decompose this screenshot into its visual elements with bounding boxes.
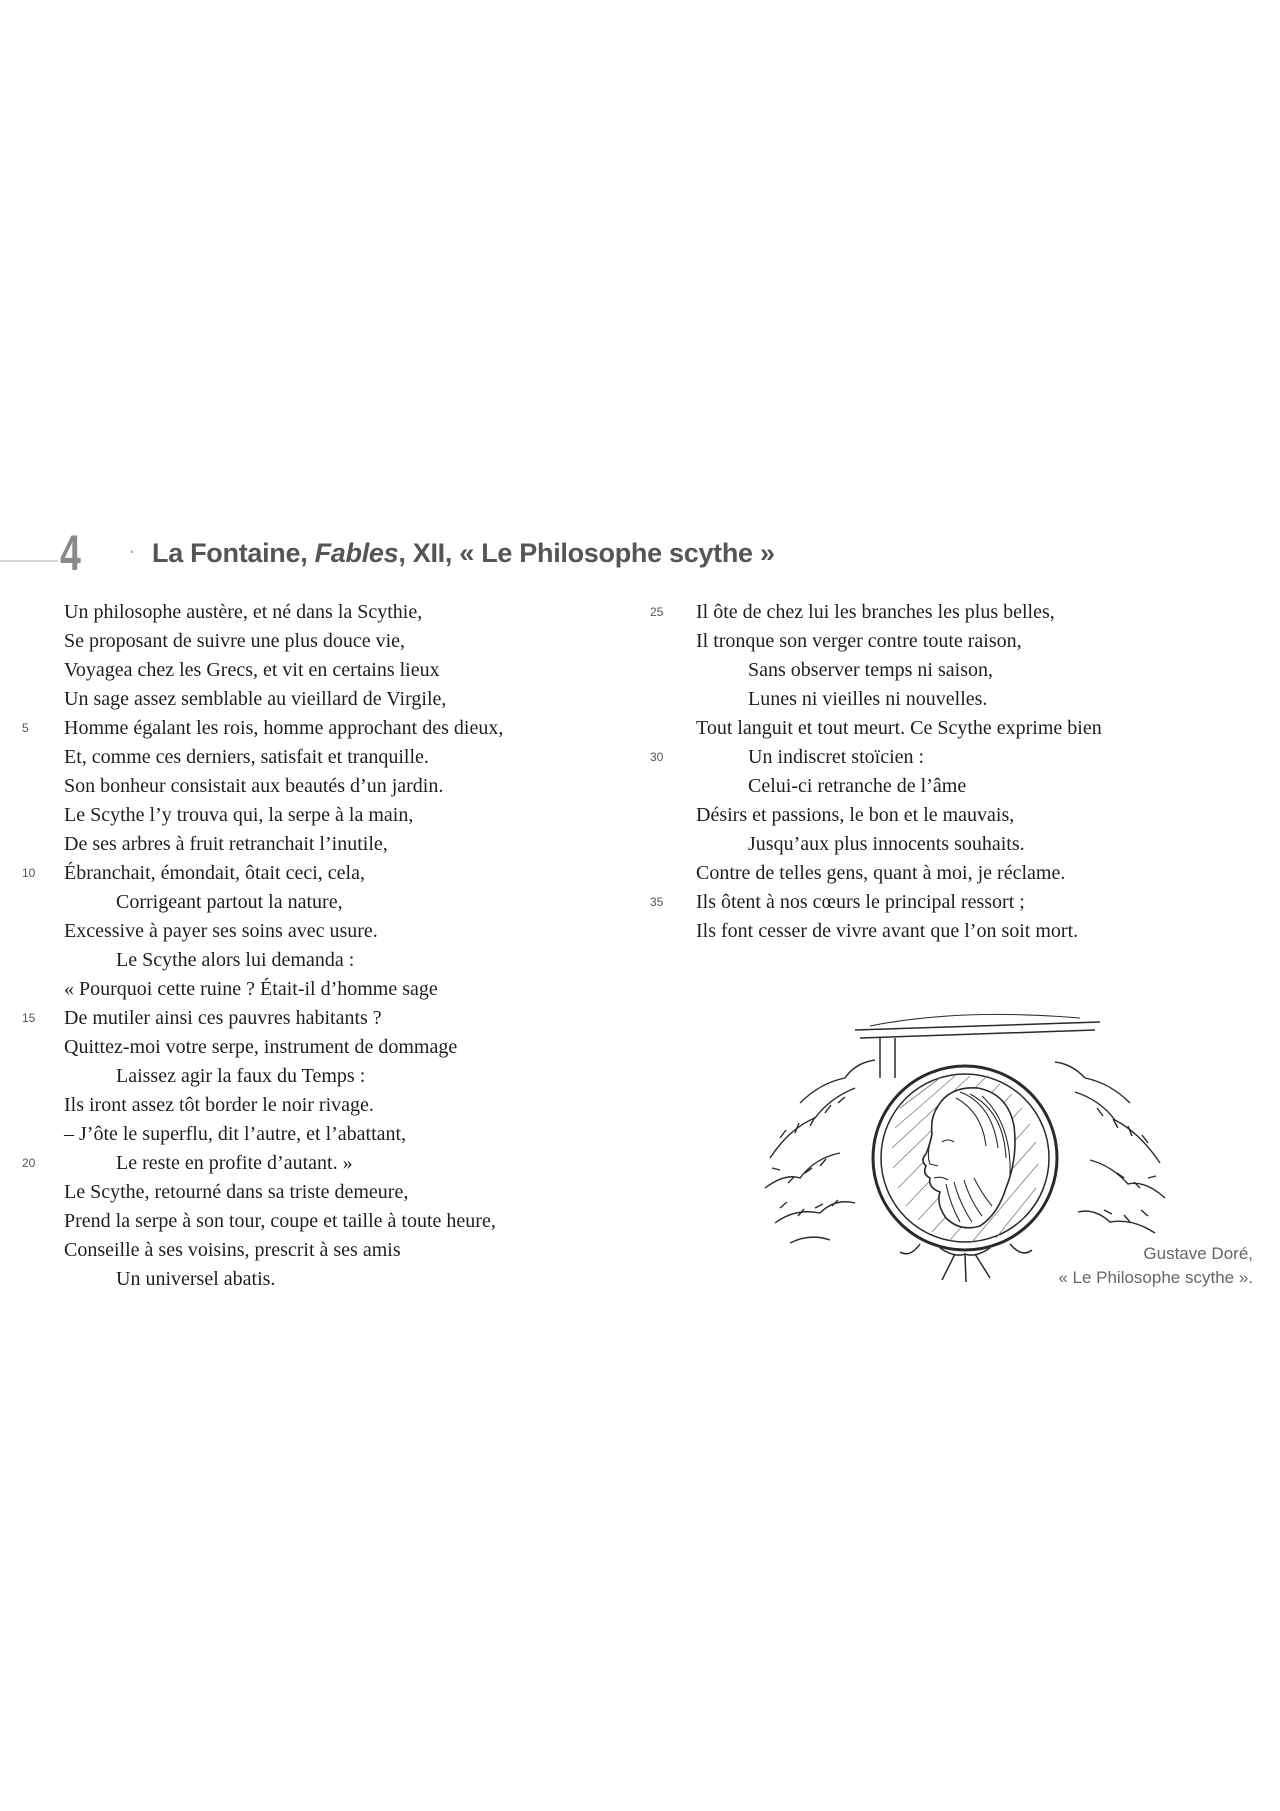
verse-text: Tout languit et tout meurt. Ce Scythe exprime bien — [696, 717, 1102, 739]
verse-text: Désirs et passions, le bon et le mauvais, — [696, 804, 1015, 826]
verse-text: Homme égalant les rois, homme approchant des dieux, — [64, 717, 504, 739]
poem-line — [696, 656, 1216, 685]
verse-text: Il ôte de chez lui les branches les plus belles, — [696, 601, 1055, 623]
verse-text: Laissez agir la faux du Temps : — [116, 1065, 366, 1087]
verse-text: Sans observer temps ni saison, — [748, 659, 993, 681]
verse-text: Il tronque son verger contre toute raison, — [696, 630, 1022, 652]
verse-text: Jusqu’aux plus innocents souhaits. — [748, 833, 1025, 855]
exercise-number: 4 — [60, 525, 81, 581]
line-number: 20 — [22, 1156, 36, 1170]
poem-line — [22, 1149, 584, 1178]
poem-line — [22, 714, 584, 743]
verse-text: De ses arbres à fruit retranchait l’inutile, — [64, 833, 388, 855]
verse-text: De mutiler ainsi ces pauvres habitants ? — [64, 1007, 382, 1029]
line-number: 5 — [22, 721, 29, 735]
verse-text: Lunes ni vieilles ni nouvelles. — [748, 688, 988, 710]
verse-text: Le Scythe, retourné dans sa triste demeure, — [64, 1181, 409, 1203]
verse-text: Le Scythe l’y trouva qui, la serpe à la main, — [64, 804, 414, 826]
verse-text: Un philosophe austère, et né dans la Scythie, — [64, 601, 423, 623]
verse-text: Prend la serpe à son tour, coupe et taille à toute heure, — [64, 1210, 496, 1232]
poem-line — [696, 917, 1216, 946]
poem-line — [22, 859, 584, 888]
poem-line — [64, 1207, 584, 1236]
poem-line — [696, 830, 1216, 859]
line-number: 30 — [650, 750, 664, 764]
header-rule — [0, 560, 58, 562]
verse-text: Excessive à payer ses soins avec usure. — [64, 920, 378, 942]
illustration-caption — [1058, 1242, 1253, 1290]
poem-line — [64, 1091, 584, 1120]
caption-artist: Gustave Doré, — [1143, 1244, 1253, 1263]
verse-text: Le Scythe alors lui demanda : — [116, 949, 355, 971]
poem-line — [64, 772, 584, 801]
poem-left-column — [22, 598, 584, 1294]
verse-text: Un universel abatis. — [116, 1268, 276, 1290]
verse-text: Se proposant de suivre une plus douce vie, — [64, 630, 406, 652]
title-fable: , XII, « Le Philosophe scythe » — [398, 538, 775, 568]
poem-line — [696, 685, 1216, 714]
verse-text: Quittez-moi votre serpe, instrument de dommage — [64, 1036, 458, 1058]
poem-right-column — [650, 598, 1216, 946]
header-separator: · — [128, 538, 136, 563]
verse-text: Ils ôtent à nos cœurs le principal ressort ; — [696, 891, 1025, 913]
verse-text: Contre de telles gens, quant à moi, je réclame. — [696, 862, 1066, 884]
poem-line — [64, 801, 584, 830]
verse-text: – J’ôte le superflu, dit l’autre, et l’abattant, — [64, 1123, 407, 1145]
poem-line — [64, 685, 584, 714]
poem-line — [64, 656, 584, 685]
poem-line — [64, 598, 584, 627]
poem-line — [650, 888, 1216, 917]
verse-text: Le reste en profite d’autant. » — [116, 1152, 353, 1174]
line-number: 15 — [22, 1011, 36, 1025]
verse-text: Ébranchait, émondait, ôtait ceci, cela, — [64, 862, 365, 884]
title-author: La Fontaine, — [152, 538, 315, 568]
poem-line — [696, 627, 1216, 656]
poem-line — [64, 1265, 584, 1294]
poem-line — [696, 772, 1216, 801]
exercise-header — [0, 525, 1000, 588]
verse-text: Et, comme ces derniers, satisfait et tranquille. — [64, 746, 429, 768]
poem-line — [696, 801, 1216, 830]
poem-line — [64, 1236, 584, 1265]
verse-text: Un sage assez semblable au vieillard de Virgile, — [64, 688, 447, 710]
verse-text: Corrigeant partout la nature, — [116, 891, 343, 913]
verse-text: Ils font cesser de vivre avant que l’on soit mort. — [696, 920, 1079, 942]
poem-line — [64, 975, 584, 1004]
poem-line — [64, 830, 584, 859]
poem-line — [696, 859, 1216, 888]
poem-line — [22, 1004, 584, 1033]
verse-text: « Pourquoi cette ruine ? Était-il d’homme sage — [64, 978, 438, 1000]
poem-line — [64, 1120, 584, 1149]
poem-line — [64, 1062, 584, 1091]
line-number: 35 — [650, 895, 664, 909]
verse-text: Son bonheur consistait aux beautés d’un jardin. — [64, 775, 444, 797]
line-number: 10 — [22, 866, 36, 880]
verse-text: Voyagea chez les Grecs, et vit en certains lieux — [64, 659, 440, 681]
poem-line — [64, 743, 584, 772]
verse-text: Un indiscret stoïcien : — [748, 746, 925, 768]
poem-line — [650, 743, 1216, 772]
caption-title: « Le Philosophe scythe ». — [1058, 1268, 1253, 1287]
verse-text: Celui-ci retranche de l’âme — [748, 775, 967, 797]
poem-line — [64, 1033, 584, 1062]
poem-line — [64, 946, 584, 975]
page-title — [152, 538, 775, 569]
poem-line — [64, 917, 584, 946]
poem-line — [64, 627, 584, 656]
poem-line — [696, 714, 1216, 743]
title-work: Fables — [314, 538, 399, 568]
poem-line — [64, 888, 584, 917]
verse-text: Conseille à ses voisins, prescrit à ses amis — [64, 1239, 401, 1261]
poem-line — [64, 1178, 584, 1207]
verse-text: Ils iront assez tôt border le noir rivage. — [64, 1094, 374, 1116]
line-number: 25 — [650, 605, 664, 619]
poem-line — [650, 598, 1216, 627]
